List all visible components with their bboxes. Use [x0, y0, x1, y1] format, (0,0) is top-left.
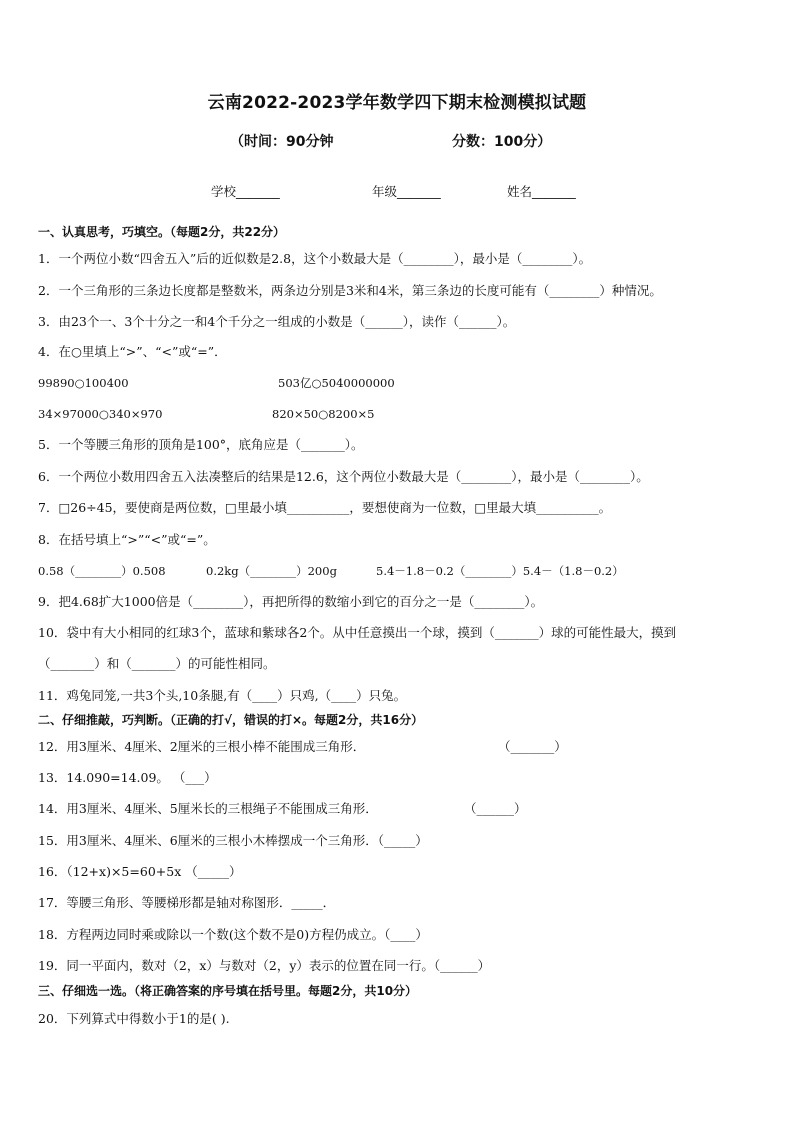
exam-time: （时间：90分钟 — [230, 134, 334, 150]
section-3-heading: 三、仔细选一选。（将正确答案的序号填在括号里。每题2分，共10分） — [38, 984, 418, 998]
question-8-item-b: 0.2kg（________）200g — [206, 564, 337, 578]
question-17: 17．等腰三角形、等腰梯形都是轴对称图形．_____． — [38, 895, 336, 910]
question-4: 4．在○里填上“>”、“<”或“=”． — [38, 344, 227, 359]
question-8-item-c: 5.4－1.8－0.2（________）5.4－（1.8－0.2） — [376, 564, 624, 578]
question-19: 19．同一平面内，数对（2，x）与数对（2，y）表示的位置在同一行。（______） — [38, 958, 491, 973]
exam-score: 分数：100分） — [452, 134, 552, 150]
question-15: 15．用3厘米、4厘米、6厘米的三根小木棒摆成一个三角形．（_____） — [38, 833, 428, 848]
name-field: 姓名_______ — [507, 184, 576, 199]
question-10-line-2: （_______）和（_______）的可能性相同。 — [38, 656, 276, 671]
question-4-item-b: 503亿○5040000000 — [278, 376, 395, 390]
question-14: 14．用3厘米、4厘米、5厘米长的三根绳子不能围成三角形． — [38, 801, 378, 816]
question-1: 1．一个两位小数“四舍五入”后的近似数是2.8，这个小数最大是（________），最小是（________）。 — [38, 251, 592, 266]
question-7: 7．□26÷45，要使商是两位数，□里最小填__________，要想使商为一位数，□里最大填__________。 — [38, 500, 612, 515]
question-20: 20．下列算式中得数小于1的是( ). — [38, 1011, 230, 1026]
question-8-item-a: 0.58（________）0.508 — [38, 564, 166, 578]
school-field: 学校_______ — [211, 184, 280, 199]
question-2: 2．一个三角形的三条边长度都是整数米，两条边分别是3米和4米，第三条边的长度可能有（________）种情况。 — [38, 283, 662, 298]
question-10-line-1: 10．袋中有大小相同的红球3个，蓝球和紫球各2个。从中任意摸出一个球，摸到（_______）球的可能性最大，摸到 — [38, 625, 677, 640]
question-18: 18．方程两边同时乘或除以一个数(这个数不是0)方程仍成立。（____） — [38, 927, 428, 942]
page-title: 云南2022-2023学年数学四下期末检测模拟试题 — [207, 93, 587, 113]
question-8: 8．在括号填上“>”“<”或“=”。 — [38, 532, 216, 547]
question-5: 5．一个等腰三角形的顶角是100°，底角应是（_______）。 — [38, 437, 364, 452]
question-16: 16．（12+x)×5=60+5x （_____） — [38, 864, 242, 879]
section-1-heading: 一、认真思考，巧填空。（每题2分，共22分） — [38, 225, 286, 239]
question-6: 6．一个两位小数用四舍五入法凑整后的结果是12.6，这个两位小数最大是（________），最小是（________）。 — [38, 469, 649, 484]
question-12: 12．用3厘米、4厘米、2厘米的三根小棒不能围成三角形． — [38, 739, 366, 754]
grade-field: 年级_______ — [372, 184, 441, 199]
question-9: 9．把4.68扩大1000倍是（________），再把所得的数缩小到它的百分之一是（________）。 — [38, 594, 544, 609]
question-14-blank: （______） — [464, 801, 527, 816]
question-4-item-c: 34×97000○340×970 — [38, 407, 163, 421]
question-4-item-d: 820×50○8200×5 — [272, 407, 375, 421]
question-13: 13．14.090=14.09。 （___） — [38, 770, 217, 785]
question-12-blank: （_______） — [498, 739, 567, 754]
question-4-item-a: 99890○100400 — [38, 376, 129, 390]
section-2-heading: 二、仔细推敲，巧判断。（正确的打√，错误的打×。每题2分，共16分） — [38, 713, 424, 727]
question-11: 11．鸡兔同笼,一共3个头,10条腿,有（____）只鸡,（____）只兔。 — [38, 688, 407, 703]
question-3: 3．由23个一、3个十分之一和4个千分之一组成的小数是（______），读作（______）。 — [38, 314, 516, 329]
